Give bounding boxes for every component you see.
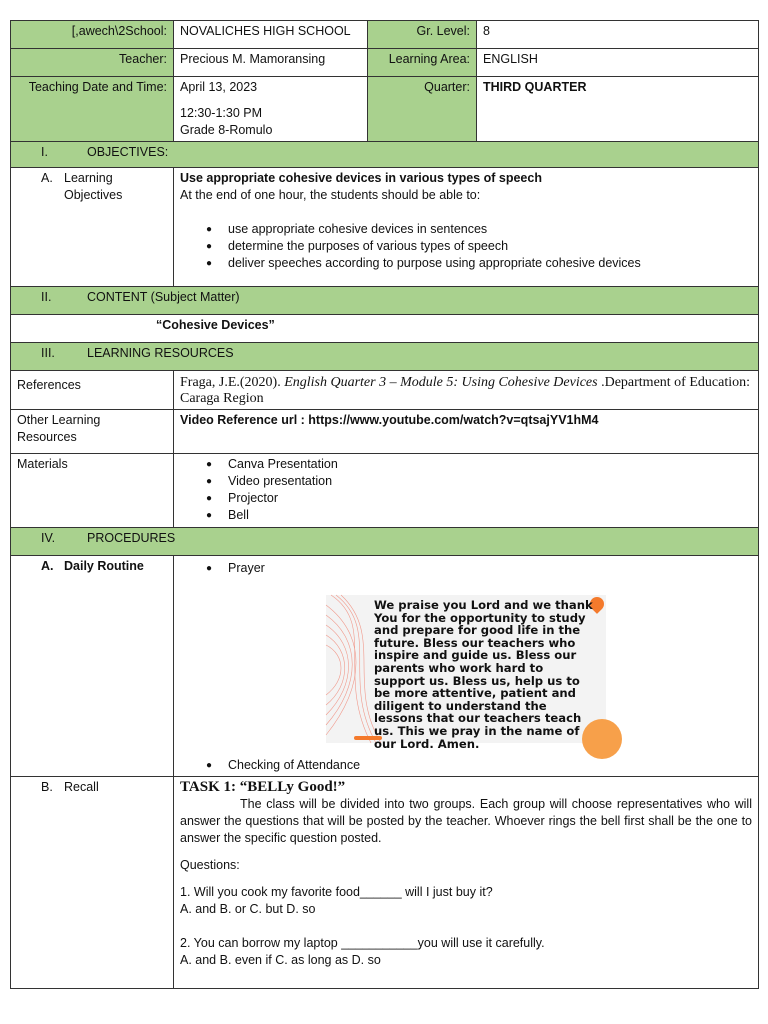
learning-objectives-body — [174, 168, 759, 287]
grade-label: Gr. Level: — [368, 21, 477, 49]
area-label: Learning Area: — [368, 49, 477, 77]
other-resources-label-line1: Other Learning — [17, 413, 101, 427]
daily-routine-body — [174, 556, 759, 777]
question-1: 1. Will you cook my favorite food______ will I just buy it? — [180, 885, 493, 899]
video-reference: Video Reference url : https://www.youtube.com/watch?v=qtsajYV1hM4 — [174, 410, 759, 454]
objective-item: ● deliver speeches according to purpose using appropriate cohesive devices — [228, 255, 752, 272]
recall-label-text: Recall — [64, 780, 99, 794]
routine-list-attendance — [180, 757, 752, 774]
recall-letter: B. — [41, 780, 53, 794]
teacher-label: Teacher: — [11, 49, 174, 77]
question-2: 2. You can borrow my laptop ___________you will use it carefully. — [180, 936, 545, 950]
content-title: CONTENT (Subject Matter) — [87, 290, 240, 304]
questions-label: Questions: — [180, 858, 240, 872]
lesson-plan-table — [10, 20, 759, 989]
content-num: II. — [41, 290, 52, 304]
ref-title: English Quarter 3 – Module 5: Using Cohesive Devices — [284, 375, 602, 390]
objective-item: ● use appropriate cohesive devices in sentences — [228, 221, 752, 238]
other-resources-label — [11, 410, 174, 454]
other-resources-label-line2: Resources — [17, 430, 77, 444]
school-label: [,awech\2School: — [11, 21, 174, 49]
prayer-image — [326, 595, 606, 751]
objectives-letter: A. — [41, 171, 53, 185]
school-value: NOVALICHES HIGH SCHOOL — [174, 21, 368, 49]
question-2-choices: A. and B. even if C. as long as D. so — [180, 953, 381, 967]
date-time-cell — [174, 77, 368, 142]
objectives-num: I. — [41, 145, 48, 159]
ref-prefix: Fraga, J.E.(2020). — [180, 375, 285, 390]
resources-title: LEARNING RESOURCES — [87, 346, 234, 360]
procedures-title: PROCEDURES — [87, 531, 176, 545]
objectives-intro: At the end of one hour, the students should be able to: — [180, 188, 481, 202]
objectives-label-line2: Objectives — [64, 188, 123, 202]
materials-cell — [174, 454, 759, 528]
resources-num: III. — [41, 346, 55, 360]
task-description: The class will be divided into two groups. Each group will choose representatives who will answer the questions that will be posted by the teacher. Whoever rings the bell first shall be the one to answer the specific question posted. — [180, 797, 752, 845]
learning-objectives-label — [11, 168, 174, 287]
ref-suffix: .Department of Education: Caraga Region — [180, 375, 750, 406]
procedures-heading — [11, 528, 759, 556]
quarter-value: THIRD QUARTER — [477, 77, 759, 142]
objectives-title: OBJECTIVES: — [87, 145, 169, 159]
section-value: Grade 8-Romulo — [180, 123, 273, 137]
content-topic-cell — [11, 315, 759, 343]
procedures-num: IV. — [41, 531, 56, 545]
grade-value: 8 — [477, 21, 759, 49]
materials-label: Materials — [11, 454, 174, 528]
material-item: ● Bell — [228, 507, 752, 524]
time-value: 12:30-1:30 PM — [180, 106, 262, 120]
objectives-list — [180, 221, 752, 272]
daily-routine-label — [11, 556, 174, 777]
quarter-label: Quarter: — [368, 77, 477, 142]
materials-list — [180, 456, 752, 524]
routine-list-prayer — [180, 560, 752, 577]
content-topic: “Cohesive Devices” — [156, 318, 275, 332]
material-item: ● Video presentation — [228, 473, 752, 490]
content-heading — [11, 287, 759, 315]
attendance-item: ● Checking of Attendance — [228, 757, 752, 774]
lesson-plan-document — [10, 20, 758, 989]
prayer-item: ● Prayer — [228, 560, 752, 577]
references-value — [174, 371, 759, 410]
area-value: ENGLISH — [477, 49, 759, 77]
objectives-label-line1: Learning — [64, 171, 113, 185]
objectives-heading — [11, 142, 759, 168]
question-1-choices: A. and B. or C. but D. so — [180, 902, 316, 916]
date-label: Teaching Date and Time: — [11, 77, 174, 142]
routine-letter: A. — [41, 559, 54, 573]
date-value: April 13, 2023 — [180, 80, 258, 94]
task-title: TASK 1: “BELLy Good!” — [180, 779, 346, 795]
objectives-headline: Use appropriate cohesive devices in various types of speech — [180, 171, 542, 185]
references-label: References — [11, 371, 174, 410]
routine-label: Daily Routine — [64, 559, 144, 573]
recall-label — [11, 777, 174, 989]
teacher-value: Precious M. Mamoransing — [174, 49, 368, 77]
prayer-text: We praise you Lord and we thank You for the opportunity to study and prepare for good life in the future. Bless our teachers who inspire and guide us. Bless our parents who work hard to support us. Bless us, help us to be more attentive, patient and diligent to understand the lessons that our teachers teach us. This we pray in the name of our Lord. Amen. — [374, 598, 593, 751]
objective-item: ● determine the purposes of various types of speech — [228, 238, 752, 255]
material-item: ● Projector — [228, 490, 752, 507]
recall-body — [174, 777, 759, 989]
resources-heading — [11, 343, 759, 371]
material-item: ● Canva Presentation — [228, 456, 752, 473]
